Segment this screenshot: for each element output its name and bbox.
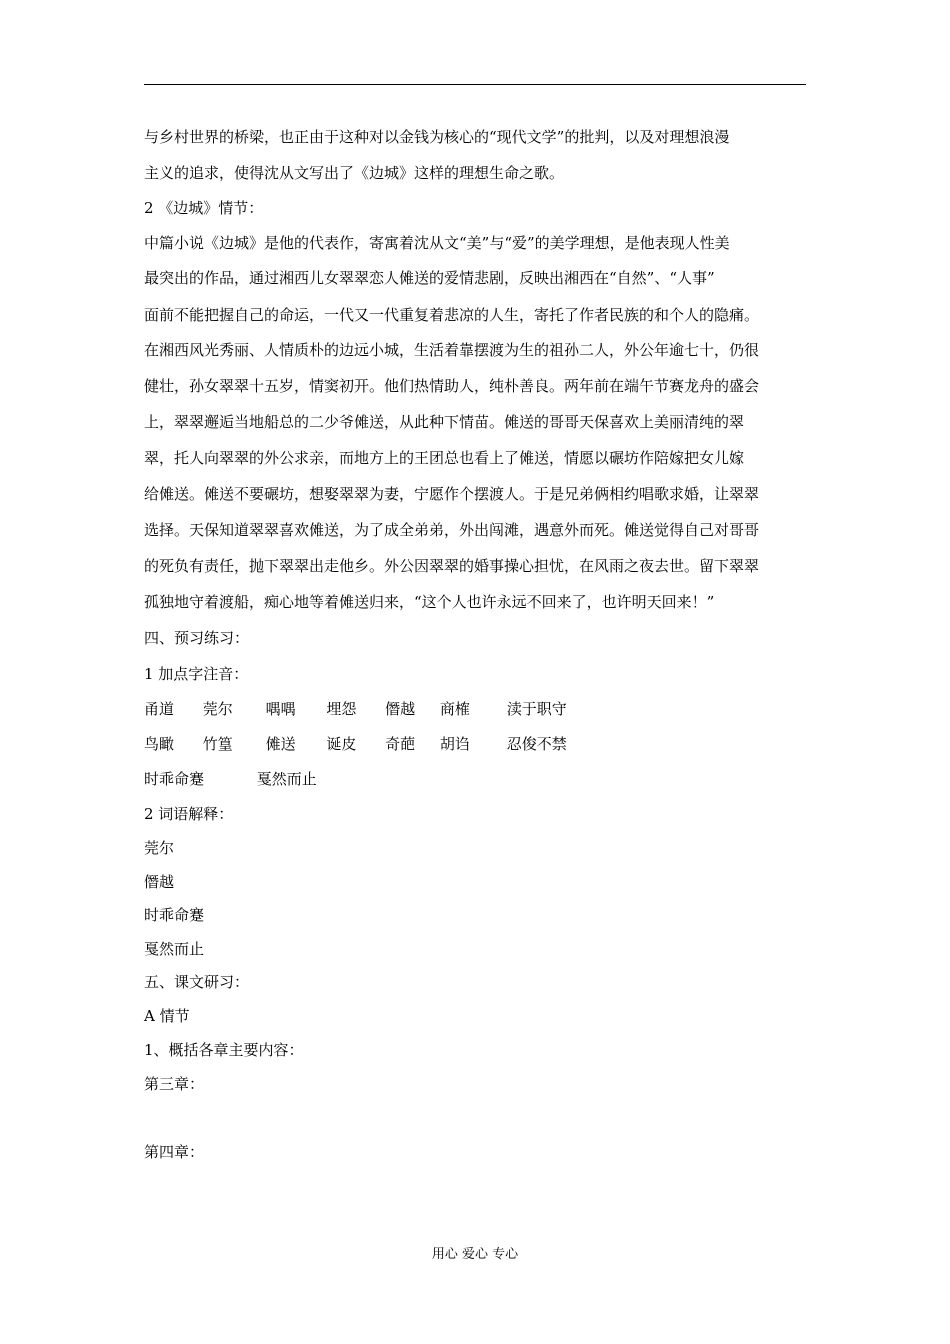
- page-footer: 用心 爱心 专心: [431, 1247, 519, 1262]
- chapter-label: 第三章：: [144, 1075, 205, 1093]
- term: 僭越: [385, 700, 416, 718]
- vocab-item: 僭越: [144, 873, 175, 891]
- paragraph-line: 翠，托人向翠翠的外公求亲，而地方上的王团总也看上了傩送，情愿以碾坊作陪嫁把女儿嫁: [144, 449, 745, 467]
- term: 鸟瞰: [144, 735, 175, 753]
- term: 竹篁: [202, 735, 233, 753]
- term: 忍俊不禁: [506, 735, 567, 753]
- paragraph-line: 孤独地守着渡船，痴心地等着傩送归来，“这个人也许永远不回来了，也许明天回来！”: [144, 593, 715, 611]
- term: 埋怨: [326, 700, 357, 718]
- section-heading: 四、预习练习：: [144, 629, 250, 647]
- paragraph-line: 上，翠翠邂逅当地船总的二少爷傩送，从此种下情苗。傩送的哥哥天保喜欢上美丽清纯的翠: [144, 413, 745, 431]
- paragraph-line: 在湘西风光秀丽、人情质朴的边远小城，生活着靠摆渡为生的祖孙二人，外公年逾七十，仍很: [144, 341, 760, 359]
- paragraph-line: 中篇小说《边城》是他的代表作，寄寓着沈从文“美”与“爱”的美学理想，是他表现人性美: [144, 234, 730, 252]
- paragraph-line: 的死负有责任，抛下翠翠出走他乡。外公因翠翠的婚事操心担忧，在风雨之夜去世。留下翠翠: [144, 557, 760, 575]
- term: 莞尔: [202, 700, 233, 718]
- term: 喁喁: [265, 700, 296, 718]
- vocab-item: 戛然而止: [144, 940, 205, 958]
- term: 时乖命蹇: [144, 770, 205, 788]
- term: 胡诌: [439, 735, 470, 753]
- term: 傩送: [265, 735, 296, 753]
- question-heading: 1、概括各章主要内容：: [144, 1041, 304, 1059]
- paragraph-line: 主义的追求，使得沈从文写出了《边城》这样的理想生命之歌。: [144, 164, 565, 182]
- term: 商榷: [439, 700, 470, 718]
- term: 诞皮: [326, 735, 357, 753]
- terms-row: [144, 769, 824, 789]
- section-heading: 2 《边城》情节：: [144, 199, 264, 217]
- term: 渎于职守: [506, 700, 567, 718]
- subsection-heading: A 情节: [144, 1007, 190, 1025]
- term: 甬道: [144, 700, 175, 718]
- vocab-item: 莞尔: [144, 839, 175, 857]
- chapter-label: 第四章：: [144, 1143, 205, 1161]
- header-rule: [144, 84, 806, 85]
- paragraph-line: 面前不能把握自己的命运，一代又一代重复着悲凉的人生，寄托了作者民族的和个人的隐痛。: [144, 306, 760, 324]
- exercise-heading: 1 加点字注音：: [144, 665, 249, 683]
- terms-row: [144, 699, 824, 719]
- exercise-heading: 2 词语解释：: [144, 805, 234, 823]
- term: 奇葩: [385, 735, 416, 753]
- paragraph-line: 给傩送。傩送不要碾坊，想娶翠翠为妻，宁愿作个摆渡人。于是兄弟俩相约唱歌求婚，让翠翠: [144, 485, 760, 503]
- vocab-item: 时乖命蹇: [144, 906, 205, 924]
- paragraph-line: 健壮，孙女翠翠十五岁，情窦初开。他们热情助人，纯朴善良。两年前在端午节赛龙舟的盛会: [144, 377, 760, 395]
- paragraph-line: 选择。天保知道翠翠喜欢傩送，为了成全弟弟，外出闯滩，遇意外而死。傩送觉得自己对哥哥: [144, 521, 760, 539]
- paragraph-line: 与乡村世界的桥梁，也正由于这种对以金钱为核心的“现代文学”的批判，以及对理想浪漫: [144, 128, 730, 146]
- terms-row: [144, 734, 824, 754]
- paragraph-line: 最突出的作品，通过湘西儿女翠翠恋人傩送的爱情悲剧，反映出湘西在“自然”、“人事”: [144, 269, 715, 287]
- section-heading: 五、课文研习：: [144, 973, 250, 991]
- term: 戛然而止: [256, 770, 317, 788]
